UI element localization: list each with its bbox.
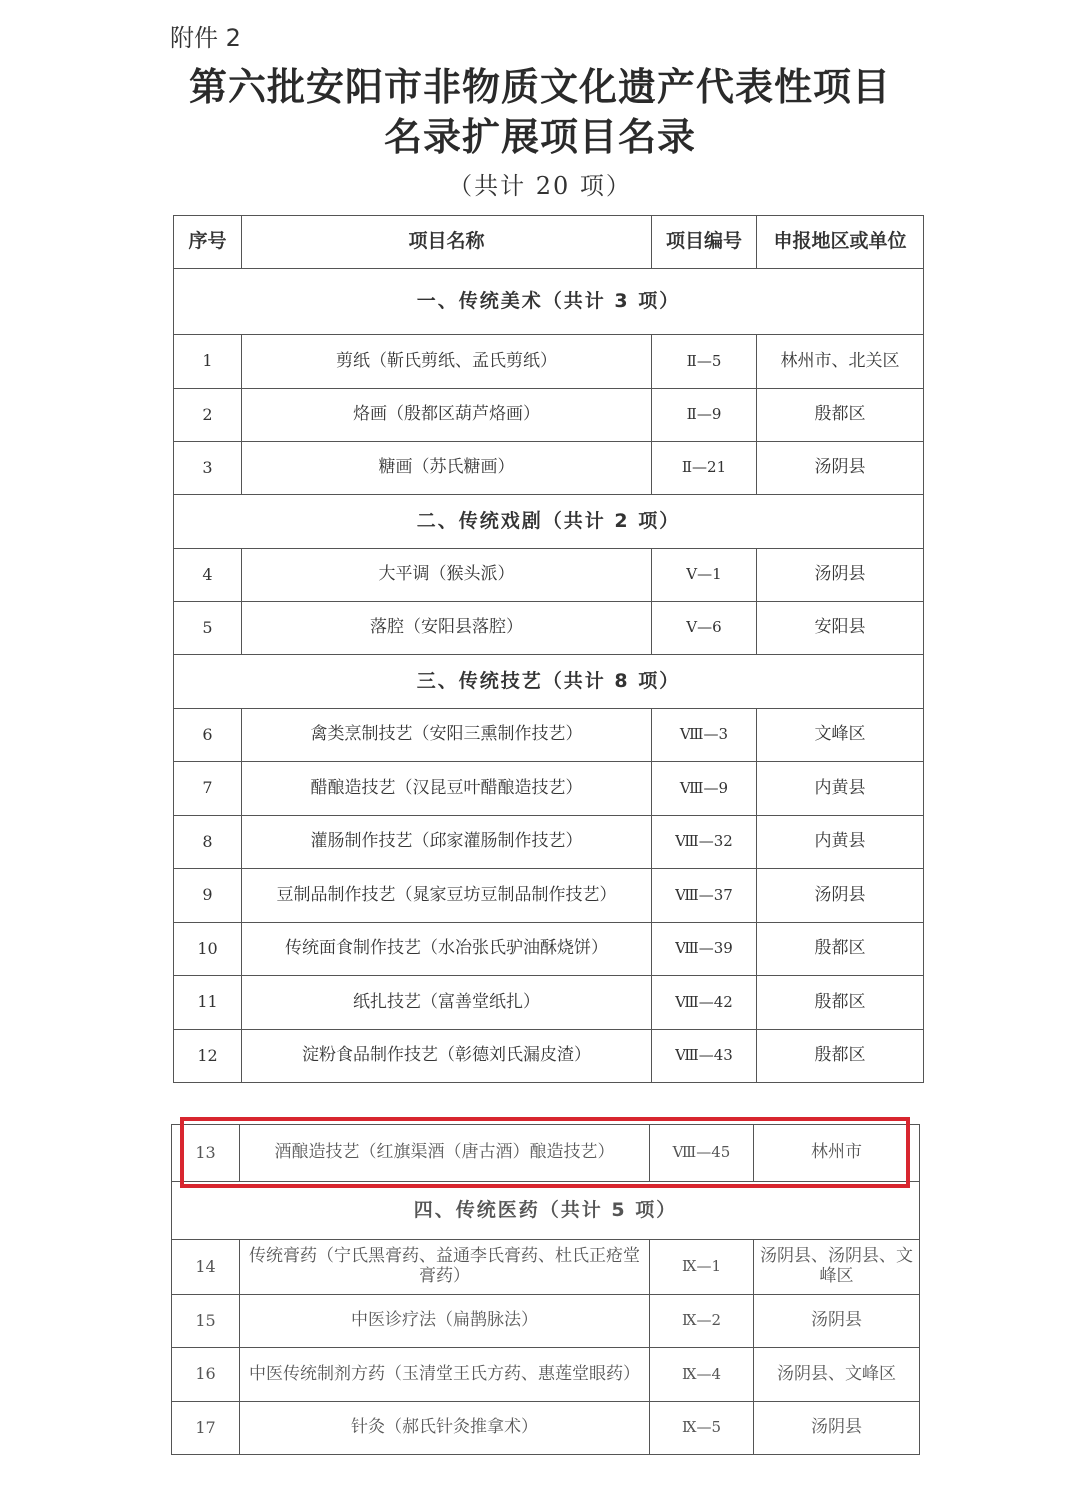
row-index: 12 [174, 1030, 242, 1083]
row-region: 汤阴县 [754, 1295, 920, 1348]
section-traditional-art: 一、传统美术（共计 3 项） [174, 269, 924, 335]
row-index: 16 [172, 1348, 240, 1402]
highlight-box [180, 1117, 910, 1188]
row-code: Ⅱ—21 [652, 442, 757, 495]
table-row [174, 976, 924, 1030]
row-name: 针灸（郝氏针灸推拿术） [240, 1402, 650, 1455]
row-region: 文峰区 [757, 709, 924, 762]
row-region: 汤阴县 [757, 442, 924, 495]
row-name: 糖画（苏氏糖画） [242, 442, 652, 495]
row-code: Ⅷ—32 [652, 816, 757, 869]
section-row [174, 495, 924, 549]
table-row [174, 762, 924, 816]
row-code: Ⅷ—43 [652, 1030, 757, 1083]
row-code: Ⅷ—39 [652, 923, 757, 976]
project-table-upper [173, 215, 924, 1083]
row-index: 3 [174, 442, 242, 495]
header-region: 申报地区或单位 [757, 216, 924, 269]
table-row [174, 549, 924, 602]
row-code: Ⅷ—45 [650, 1125, 754, 1182]
row-region: 殷都区 [757, 976, 924, 1030]
row-code: Ⅷ—37 [652, 869, 757, 923]
row-name: 酒酿造技艺（红旗渠酒（唐古酒）酿造技艺） [240, 1125, 650, 1182]
table-row [172, 1402, 920, 1455]
table-row [174, 816, 924, 869]
row-code: Ⅴ—1 [652, 549, 757, 602]
row-name: 中医诊疗法（扁鹊脉法） [240, 1295, 650, 1348]
row-index: 14 [172, 1240, 240, 1295]
row-region: 林州市、北关区 [757, 335, 924, 389]
row-region: 殷都区 [757, 923, 924, 976]
section-row [174, 655, 924, 709]
row-index: 11 [174, 976, 242, 1030]
row-index: 2 [174, 389, 242, 442]
table-row [174, 1030, 924, 1083]
row-region: 汤阴县 [757, 869, 924, 923]
row-code: Ⅷ—9 [652, 762, 757, 816]
row-index: 9 [174, 869, 242, 923]
row-region: 殷都区 [757, 1030, 924, 1083]
document-subtitle: （共计 20 项） [448, 172, 632, 200]
document-title-line1: 第六批安阳市非物质文化遗产代表性项目 [188, 65, 891, 109]
table-row [174, 602, 924, 655]
row-index: 5 [174, 602, 242, 655]
row-name: 中医传统制剂方药（玉清堂王氏方药、惠莲堂眼药） [240, 1348, 650, 1402]
row-code: Ⅱ—9 [652, 389, 757, 442]
section-traditional-craft: 三、传统技艺（共计 8 项） [174, 655, 924, 709]
row-name: 剪纸（靳氏剪纸、孟氏剪纸） [242, 335, 652, 389]
table-row [174, 923, 924, 976]
row-name: 大平调（猴头派） [242, 549, 652, 602]
row-name: 禽类烹制技艺（安阳三熏制作技艺） [242, 709, 652, 762]
row-index: 7 [174, 762, 242, 816]
row-code: Ⅸ—1 [650, 1240, 754, 1295]
row-code: Ⅴ—6 [652, 602, 757, 655]
table-row [174, 389, 924, 442]
row-name: 传统面食制作技艺（水冶张氏驴油酥烧饼） [242, 923, 652, 976]
row-code: Ⅷ—42 [652, 976, 757, 1030]
row-index: 10 [174, 923, 242, 976]
row-code: Ⅱ—5 [652, 335, 757, 389]
table-row [174, 869, 924, 923]
row-code: Ⅷ—3 [652, 709, 757, 762]
attachment-label: 附件 2 [170, 24, 241, 52]
row-code: Ⅸ—2 [650, 1295, 754, 1348]
header-name: 项目名称 [242, 216, 652, 269]
table-row [174, 335, 924, 389]
section-traditional-medicine: 四、传统医药（共计 5 项） [172, 1182, 920, 1240]
table-row [172, 1295, 920, 1348]
table-row [174, 442, 924, 495]
table-row [172, 1348, 920, 1402]
section-row [172, 1182, 920, 1240]
row-name: 纸扎技艺（富善堂纸扎） [242, 976, 652, 1030]
row-name: 灌肠制作技艺（邱家灌肠制作技艺） [242, 816, 652, 869]
header-index: 序号 [174, 216, 242, 269]
row-index: 17 [172, 1402, 240, 1455]
table-row [172, 1240, 920, 1295]
row-code: Ⅸ—5 [650, 1402, 754, 1455]
row-index: 1 [174, 335, 242, 389]
row-region: 内黄县 [757, 762, 924, 816]
row-region: 汤阴县 [757, 549, 924, 602]
row-name: 传统膏药（宁氏黑膏药、益通李氏膏药、杜氏正疮堂膏药） [240, 1240, 650, 1295]
row-name: 豆制品制作技艺（晁家豆坊豆制品制作技艺） [242, 869, 652, 923]
row-index: 4 [174, 549, 242, 602]
section-row [174, 269, 924, 335]
table-row [174, 709, 924, 762]
row-code: Ⅸ—4 [650, 1348, 754, 1402]
row-name: 淀粉食品制作技艺（彰德刘氏漏皮渣） [242, 1030, 652, 1083]
row-name: 烙画（殷都区葫芦烙画） [242, 389, 652, 442]
row-region: 汤阴县 [754, 1402, 920, 1455]
row-region: 内黄县 [757, 816, 924, 869]
row-index: 6 [174, 709, 242, 762]
row-region: 林州市 [754, 1125, 920, 1182]
header-code: 项目编号 [652, 216, 757, 269]
row-region: 安阳县 [757, 602, 924, 655]
row-index: 8 [174, 816, 242, 869]
row-region: 汤阴县、文峰区 [754, 1348, 920, 1402]
section-traditional-opera: 二、传统戏剧（共计 2 项） [174, 495, 924, 549]
document-title-line2: 名录扩展项目名录 [383, 115, 696, 159]
row-name: 醋酿造技艺（汉昆豆叶醋酿造技艺） [242, 762, 652, 816]
row-region: 汤阴县、汤阴县、文峰区 [754, 1240, 920, 1295]
row-name: 落腔（安阳县落腔） [242, 602, 652, 655]
table-header-row [174, 216, 924, 269]
row-region: 殷都区 [757, 389, 924, 442]
row-index: 13 [172, 1125, 240, 1182]
row-index: 15 [172, 1295, 240, 1348]
